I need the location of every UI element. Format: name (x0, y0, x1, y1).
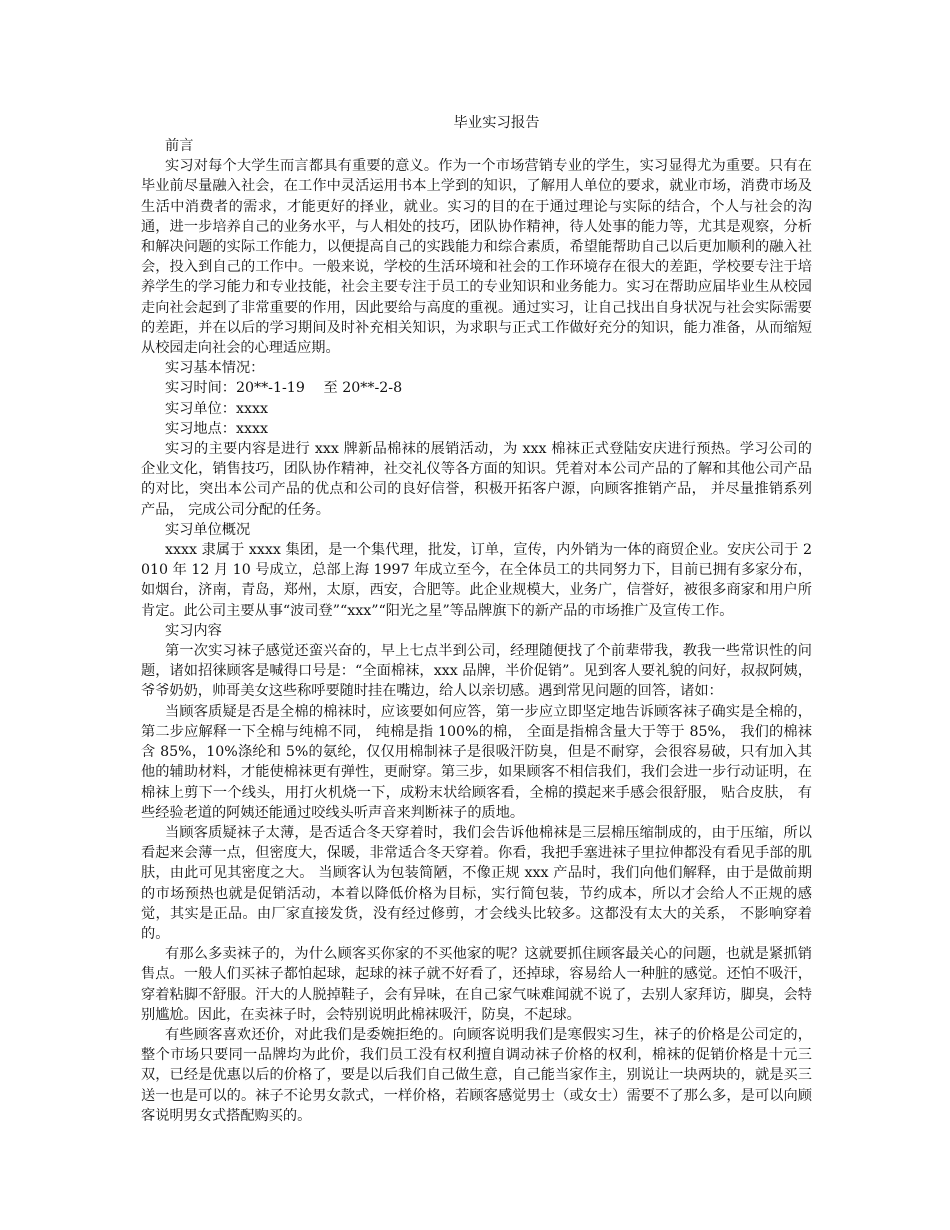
internship-place: 实习地点：xxxx (165, 420, 268, 437)
basic-info-heading: 实习基本情况： (165, 360, 265, 377)
preface-heading: 前言 (165, 138, 194, 154)
content-paragraph-5: 有些顾客喜欢还价，对此我们是委婉拒绝的。向顾客说明我们是寒假实习生，袜子的价格是公司定的，整个市场只要同一品牌均为此价，我们员工没有权利擅自调动袜子价格的权利，棉袜的促销价格是十元三双，已经是优惠以后的价格了，要是以后我们自己做生意，自己能当家作主，别说让一块两块的，就是买三送一也是可以的。袜子不论男女款式，一样价格，若顾客感觉男士（或女士）需要不了那么多，是可以向顾客说明男女式搭配购买的。 (141, 1026, 812, 1124)
content-paragraph-3: 当顾客质疑袜子太薄，是否适合冬天穿着时，我们会告诉他棉袜是三层棉压缩制成的，由于压缩，所以看起来会薄一点，但密度大，保暖，非常适合冬天穿着。你看，我把手塞进袜子里拉伸都没有看见手部的肌肤，由此可见其密度之大。 当顾客认为包装简陋，不像正规 xxx 产品时，我们向他们解释，由于是做前期的市场预热也就是促销活动，本着以降低价格为目标，实行简包装，节约成本，所以才会给人不正规的感觉，其实是正品。由厂家直接发货，没有经过修剪，才会线头比较多。这都没有太大的关系， 不影响穿着的。 (141, 824, 812, 942)
unit-overview-paragraph: xxxx 隶属于 xxxx 集团，是一个集代理，批发，订单，宣传，内外销为一体的商贸企业。安庆公司于 2010 年 12 月 10 号成立，总部上海 1997 年成立至今，在全体员工的共同努力下，目前已拥有多家分布，如烟台，济南，青岛，郑州，太原，西安，合肥等。此企业规模大，业务广，信誉好，被很多商家和用户所肯定。此公司主要从事“波司登”“xxx”“阳光之星”等品牌旗下的新产品的市场推广及宣传工作。 (141, 542, 812, 619)
main-content-paragraph: 实习的主要内容是进行 xxx 牌新品棉袜的展销活动，为 xxx 棉袜正式登陆安庆进行预热。学习公司的企业文化，销售技巧，团队协作精神，社交礼仪等各方面的知识。凭着对本公司产品的了解和其他公司产品的对比，突出本公司产品的优点和公司的良好信誉，积极开拓客户源，向顾客推销产品， 并尽量推销系列产品， 完成公司分配的任务。 (141, 441, 812, 518)
internship-unit: 实习单位：xxxx (165, 400, 268, 417)
internship-time: 实习时间：20**-1-19 至 20**-2-8 (165, 380, 403, 397)
unit-overview-heading: 实习单位概况 (165, 521, 251, 538)
content-heading: 实习内容 (165, 622, 222, 639)
document-title: 毕业实习报告 (453, 115, 540, 131)
preface-paragraph: 实习对每个大学生而言都具有重要的意义。作为一个市场营销专业的学生，实习显得尤为重要。只有在毕业前尽量融入社会，在工作中灵活运用书本上学到的知识，了解用人单位的要求，就业市场，消费市场及生活中消费者的需求，才能更好的择业，就业。实习的目的在于通过理论与实际的结合，个人与社会的沟通，进一步培养自己的业务水平，与人相处的技巧，团队协作精神，待人处事的能力等，尤其是观察，分析和解决问题的实际工作能力，以便提高自己的实践能力和综合素质，希望能帮助自己以后更加顺利的融入社会，投入到自己的工作中。一般来说，学校的生活环境和社会的工作环境存在很大的差距，学校要专注于培养学生的学习能力和专业技能，社会主要专注于员工的专业知识和业务能力。实习在帮助应届毕业生从校园走向社会起到了非常重要的作用，因此要给与高度的重视。通过实习，让自己找出自身状况与社会实际需要的差距，并在以后的学习期间及时补充相关知识，为求职与正式工作做好充分的知识，能力准备，从而缩短从校园走向社会的心理适应期。 (141, 158, 812, 357)
content-paragraph-4: 有那么多卖袜子的，为什么顾客买你家的不买他家的呢？这就要抓住顾客最关心的问题，也就是紧抓销售点。一般人们买袜子都怕起球，起球的袜子就不好看了，还掉球，容易给人一种脏的感觉。还怕不吸汗，穿着粘脚不舒服。汗大的人脱掉鞋子，会有异味，在自己家气味难闻就不说了，去别人家拜访，脚臭，会特别尴尬。因此，在卖袜子时，会特别说明此棉袜吸汗，防臭，不起球。 (141, 946, 812, 1023)
content-paragraph-2: 当顾客质疑是否是全棉的棉袜时，应该要如何应答，第一步应立即坚定地告诉顾客袜子确实是全棉的， 第二步应解释一下全棉与纯棉不同， 纯棉是指 100%的棉， 全面是指棉含量大于等于 85%， 我们的棉袜含 85%，10%涤纶和 5%的氨纶，仅仅用棉制袜子是很吸汗防臭，但是不耐穿，会很容易破，只有加入其他的辅助材料，才能使棉袜更有弹性，更耐穿。第三步，如果顾客不相信我们，我们会进一步行动证明，在棉袜上剪下一个线头，用打火机烧一下，成粉末状给顾客看，全棉的摸起来手感会很舒服， 贴合皮肤， 有些经验老道的阿姨还能通过咬线头听声音来判断袜子的质地。 (141, 703, 812, 821)
content-paragraph-1: 第一次实习袜子感觉还蛮兴奋的，早上七点半到公司，经理随便找了个前辈带我，教我一些常识性的问题，诸如招徕顾客是喊得口号是：“全面棉袜，xxx 品牌，半价促销”。见到客人要礼貌的问好，叔叔阿姨， 爷爷奶奶，帅哥美女这些称呼要随时挂在嘴边，给人以亲切感。遇到常见问题的回答，诸如： (141, 643, 812, 700)
